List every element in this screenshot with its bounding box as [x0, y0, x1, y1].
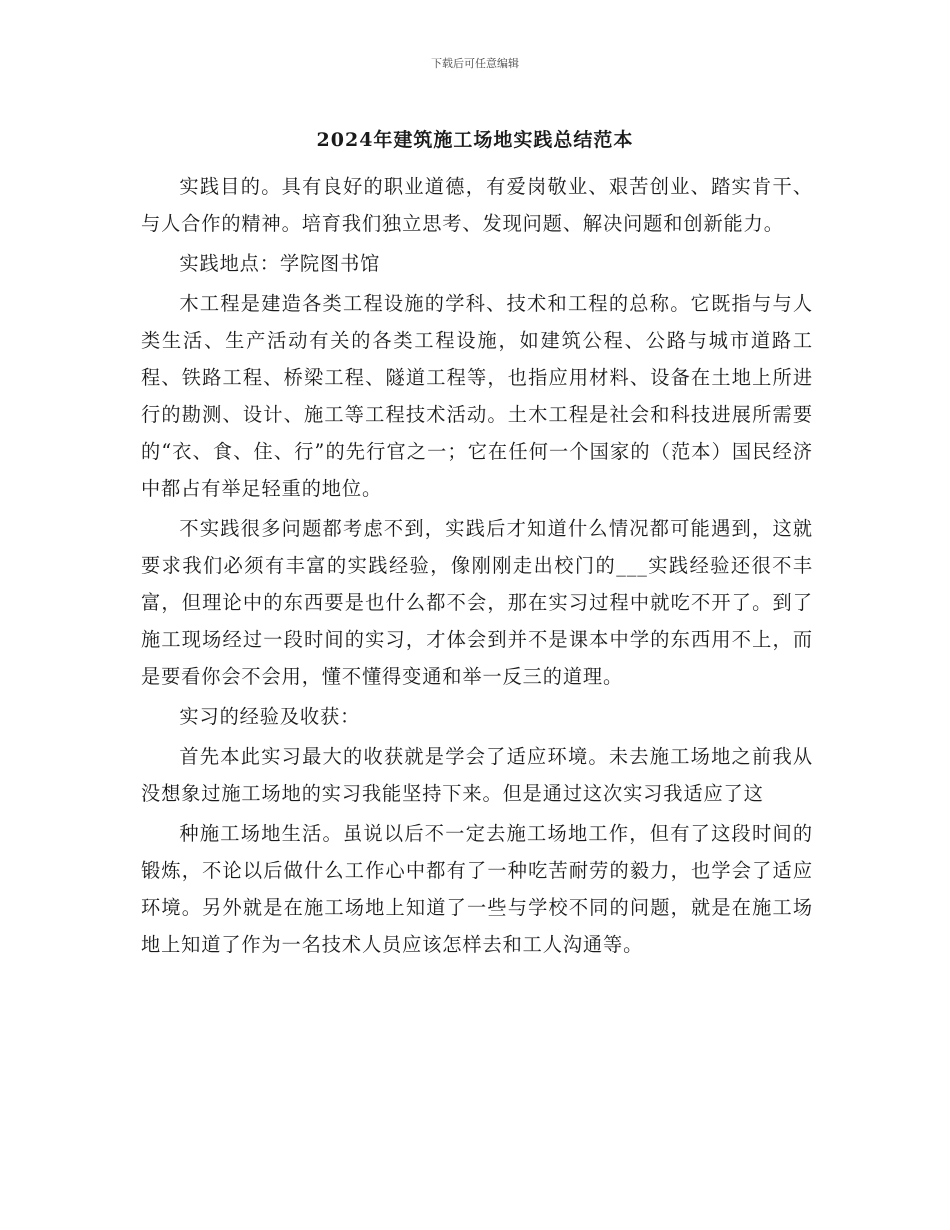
paragraph-purpose: 实践目的。具有良好的职业道德，有爱岗敬业、艰苦创业、踏实肯干、与人合作的精神。培育我们独立思考、发现问题、解决问题和创新能力。 [141, 175, 813, 235]
page-header-note: 下载后可任意编辑 [431, 57, 519, 70]
document-title: 2024年建筑施工场地实践总结范本 [316, 129, 634, 151]
paragraph-gains-heading: 实习的经验及收获： [179, 705, 361, 728]
paragraph-civil-engineering: 木工程是建造各类工程设施的学科、技术和工程的总称。它既指与与人类生活、生产活动有关的各类工程设施，如建筑公程、公路与城市道路工程、铁路工程、桥梁工程、隧道工程等，也指应用材料、设备在土地上所进行的勘测、设计、施工等工程技术活动。土木工程是社会和科技进展所需要的“衣、食、住、行”的先行官之一；它在任何一个国家的（范本）国民经济中都占有举足轻重的地位。 [141, 292, 813, 500]
paragraph-adapt-environment: 首先本此实习最大的收获就是学会了适应环境。未去施工场地之前我从没想象过施工场地的实习我能坚持下来。但是通过这次实习我适应了这 [141, 745, 813, 805]
paragraph-site-life: 种施工场地生活。虽说以后不一定去施工场地工作，但有了这段时间的锻炼，不论以后做什么工作心中都有了一种吃苦耐劳的毅力，也学会了适应环境。另外就是在施工场地上知道了一些与学校不同的问题，就是在施工场地上知道了作为一名技术人员应该怎样去和工人沟通等。 [141, 822, 813, 956]
paragraph-location: 实践地点：学院图书馆 [179, 252, 381, 275]
document-body [141, 168, 813, 966]
paragraph-practice-experience: 不实践很多问题都考虑不到，实践后才知道什么情况都可能遇到，这就要求我们必须有丰富的实践经验，像刚刚走出校门的___实践经验还很不丰富，但理论中的东西要是也什么都不会，那在实习过程中就吃不开了。到了施工现场经过一段时间的实习，才体会到并不是课本中学的东西用不上，而是要看你会不会用，懂不懂得变通和举一反三的道理。 [141, 517, 813, 688]
